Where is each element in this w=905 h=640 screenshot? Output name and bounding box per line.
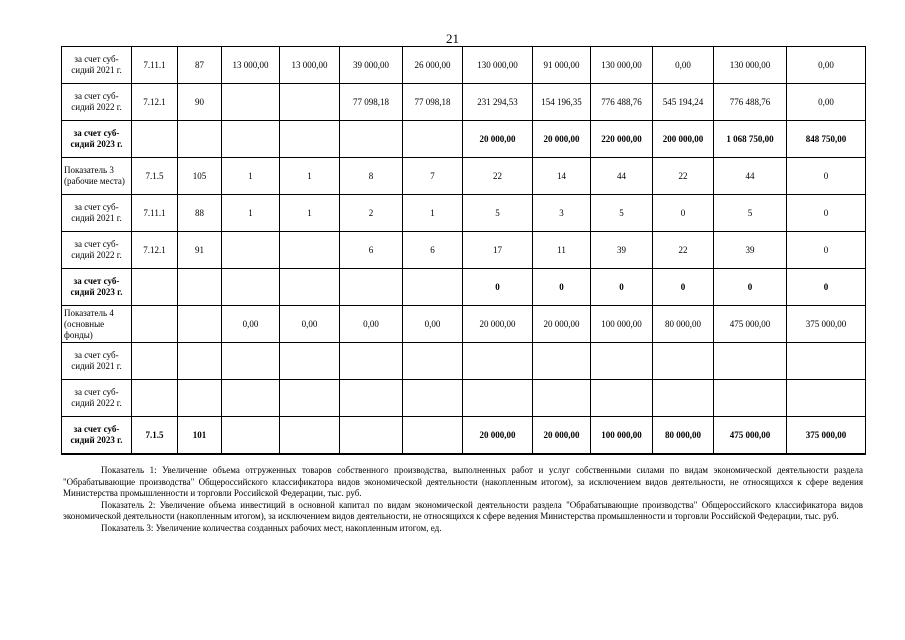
value-cell	[653, 343, 714, 380]
row-label: за счет суб-сидий 2021 г.	[62, 343, 132, 380]
table-row	[62, 380, 866, 417]
footnotes	[63, 465, 863, 534]
row-code: 7.12.1	[132, 84, 178, 121]
value-cell: 130 000,00	[714, 47, 787, 84]
value-cell: 0	[533, 269, 591, 306]
table-row	[62, 47, 866, 84]
row-number: 88	[178, 195, 222, 232]
value-cell	[222, 232, 280, 269]
value-cell: 0,00	[403, 306, 463, 343]
value-cell: 100 000,00	[591, 306, 653, 343]
value-cell: 44	[714, 158, 787, 195]
value-cell	[533, 380, 591, 417]
row-code: 7.11.1	[132, 195, 178, 232]
row-code: 7.11.1	[132, 47, 178, 84]
value-cell: 11	[533, 232, 591, 269]
row-number	[178, 306, 222, 343]
value-cell: 22	[653, 232, 714, 269]
value-cell	[403, 269, 463, 306]
row-label: за счет суб-сидий 2021 г.	[62, 47, 132, 84]
value-cell: 80 000,00	[653, 417, 714, 455]
row-code	[132, 306, 178, 343]
footnote-2: Показатель 2: Увеличение объема инвестиций в основной капитал по видам экономической деятельности раздела "Обрабатывающие производства" Общероссийского классификатора видов экономической деятельности (накопленным итогом), за исключением видов деятельности, не относящихся к сфере ведения Министерства промышленности и торговли Российской Федерации, тыс. руб.	[63, 499, 863, 521]
value-cell	[787, 380, 866, 417]
row-number	[178, 343, 222, 380]
value-cell: 0,00	[222, 306, 280, 343]
row-number: 87	[178, 47, 222, 84]
row-code: 7.1.5	[132, 417, 178, 455]
row-label: за счет суб-сидий 2022 г.	[62, 84, 132, 121]
value-cell: 1 068 750,00	[714, 121, 787, 158]
value-cell	[533, 343, 591, 380]
value-cell: 0	[653, 269, 714, 306]
value-cell: 0	[787, 158, 866, 195]
row-number: 101	[178, 417, 222, 455]
value-cell: 100 000,00	[591, 417, 653, 455]
row-label: за счет суб-сидий 2022 г.	[62, 380, 132, 417]
value-cell: 0,00	[340, 306, 403, 343]
value-cell: 8	[340, 158, 403, 195]
value-cell	[222, 84, 280, 121]
value-cell	[340, 121, 403, 158]
value-cell: 5	[463, 195, 533, 232]
row-label: за счет суб-сидий 2023 г.	[62, 269, 132, 306]
value-cell: 375 000,00	[787, 417, 866, 455]
value-cell: 91 000,00	[533, 47, 591, 84]
value-cell	[463, 380, 533, 417]
value-cell	[714, 380, 787, 417]
value-cell: 1	[403, 195, 463, 232]
value-cell: 22	[653, 158, 714, 195]
table-row	[62, 306, 866, 343]
value-cell	[340, 417, 403, 455]
page-number: 21	[446, 31, 459, 46]
value-cell: 130 000,00	[591, 47, 653, 84]
value-cell: 375 000,00	[787, 306, 866, 343]
value-cell	[340, 269, 403, 306]
value-cell: 200 000,00	[653, 121, 714, 158]
value-cell: 13 000,00	[222, 47, 280, 84]
value-cell	[222, 121, 280, 158]
value-cell	[280, 343, 340, 380]
value-cell: 20 000,00	[533, 306, 591, 343]
value-cell	[653, 380, 714, 417]
value-cell: 3	[533, 195, 591, 232]
value-cell: 7	[403, 158, 463, 195]
value-cell: 1	[280, 195, 340, 232]
row-label: Показатель 4 (основные фонды)	[62, 306, 132, 343]
value-cell: 17	[463, 232, 533, 269]
row-number	[178, 269, 222, 306]
value-cell: 0,00	[787, 84, 866, 121]
row-code	[132, 269, 178, 306]
value-cell: 13 000,00	[280, 47, 340, 84]
value-cell: 231 294,53	[463, 84, 533, 121]
row-code: 7.12.1	[132, 232, 178, 269]
value-cell: 39	[591, 232, 653, 269]
value-cell: 77 098,18	[340, 84, 403, 121]
value-cell: 0	[787, 269, 866, 306]
value-cell: 2	[340, 195, 403, 232]
value-cell	[222, 269, 280, 306]
value-cell: 130 000,00	[463, 47, 533, 84]
value-cell	[280, 232, 340, 269]
value-cell: 6	[403, 232, 463, 269]
value-cell	[787, 343, 866, 380]
row-number: 105	[178, 158, 222, 195]
value-cell: 44	[591, 158, 653, 195]
value-cell	[403, 380, 463, 417]
footnote-3: Показатель 3: Увеличение количества созданных рабочих мест, накопленным итогом, ед.	[101, 522, 442, 533]
row-label: Показатель 3 (рабочие места)	[62, 158, 132, 195]
value-cell: 0	[787, 232, 866, 269]
value-cell	[403, 343, 463, 380]
value-cell	[280, 84, 340, 121]
value-cell	[280, 417, 340, 455]
value-cell	[463, 343, 533, 380]
table-row	[62, 417, 866, 455]
value-cell: 0	[591, 269, 653, 306]
value-cell: 20 000,00	[463, 121, 533, 158]
row-number	[178, 121, 222, 158]
value-cell: 20 000,00	[463, 306, 533, 343]
row-code	[132, 121, 178, 158]
value-cell: 5	[714, 195, 787, 232]
table-row	[62, 195, 866, 232]
value-cell: 39 000,00	[340, 47, 403, 84]
value-cell: 0	[463, 269, 533, 306]
value-cell: 6	[340, 232, 403, 269]
value-cell: 20 000,00	[533, 121, 591, 158]
table-body	[62, 47, 866, 455]
value-cell	[280, 269, 340, 306]
footnote-1: Показатель 1: Увеличение объема отгруженных товаров собственного производства, выполненных работ и услуг собственными силами по видам экономической деятельности раздела "Обрабатывающие производства" Общероссийского классификатора видов экономической деятельности (накопленным итогом), за исключением видов деятельности, не относящихся к сфере ведения Министерства промышленности и торговли Российской Федерации, тыс. руб.	[63, 465, 863, 498]
value-cell	[591, 343, 653, 380]
value-cell	[340, 380, 403, 417]
row-number: 90	[178, 84, 222, 121]
value-cell	[222, 343, 280, 380]
table-row	[62, 232, 866, 269]
value-cell: 0	[787, 195, 866, 232]
value-cell	[403, 121, 463, 158]
row-number	[178, 380, 222, 417]
row-number: 91	[178, 232, 222, 269]
value-cell: 22	[463, 158, 533, 195]
value-cell: 80 000,00	[653, 306, 714, 343]
value-cell: 1	[222, 195, 280, 232]
indicator-table	[61, 46, 866, 455]
table-row	[62, 343, 866, 380]
value-cell	[222, 380, 280, 417]
row-label: за счет суб-сидий 2023 г.	[62, 121, 132, 158]
value-cell: 5	[591, 195, 653, 232]
value-cell: 154 196,35	[533, 84, 591, 121]
value-cell	[714, 343, 787, 380]
value-cell: 848 750,00	[787, 121, 866, 158]
value-cell: 545 194,24	[653, 84, 714, 121]
value-cell	[340, 343, 403, 380]
value-cell	[280, 380, 340, 417]
value-cell: 776 488,76	[591, 84, 653, 121]
table-row	[62, 121, 866, 158]
table-row	[62, 84, 866, 121]
value-cell: 26 000,00	[403, 47, 463, 84]
value-cell: 20 000,00	[533, 417, 591, 455]
value-cell: 475 000,00	[714, 417, 787, 455]
value-cell	[591, 380, 653, 417]
row-code	[132, 380, 178, 417]
row-label: за счет суб-сидий 2021 г.	[62, 195, 132, 232]
value-cell	[280, 121, 340, 158]
value-cell: 220 000,00	[591, 121, 653, 158]
value-cell: 475 000,00	[714, 306, 787, 343]
value-cell: 1	[222, 158, 280, 195]
table-row	[62, 158, 866, 195]
value-cell	[403, 417, 463, 455]
value-cell: 20 000,00	[463, 417, 533, 455]
row-code: 7.1.5	[132, 158, 178, 195]
value-cell: 77 098,18	[403, 84, 463, 121]
value-cell: 1	[280, 158, 340, 195]
row-label: за счет суб-сидий 2023 г.	[62, 417, 132, 455]
row-label: за счет суб-сидий 2022 г.	[62, 232, 132, 269]
value-cell: 0,00	[280, 306, 340, 343]
row-code	[132, 343, 178, 380]
value-cell: 0,00	[653, 47, 714, 84]
value-cell: 14	[533, 158, 591, 195]
table-row	[62, 269, 866, 306]
value-cell: 776 488,76	[714, 84, 787, 121]
value-cell: 0	[653, 195, 714, 232]
value-cell: 39	[714, 232, 787, 269]
value-cell: 0	[714, 269, 787, 306]
value-cell: 0,00	[787, 47, 866, 84]
value-cell	[222, 417, 280, 455]
